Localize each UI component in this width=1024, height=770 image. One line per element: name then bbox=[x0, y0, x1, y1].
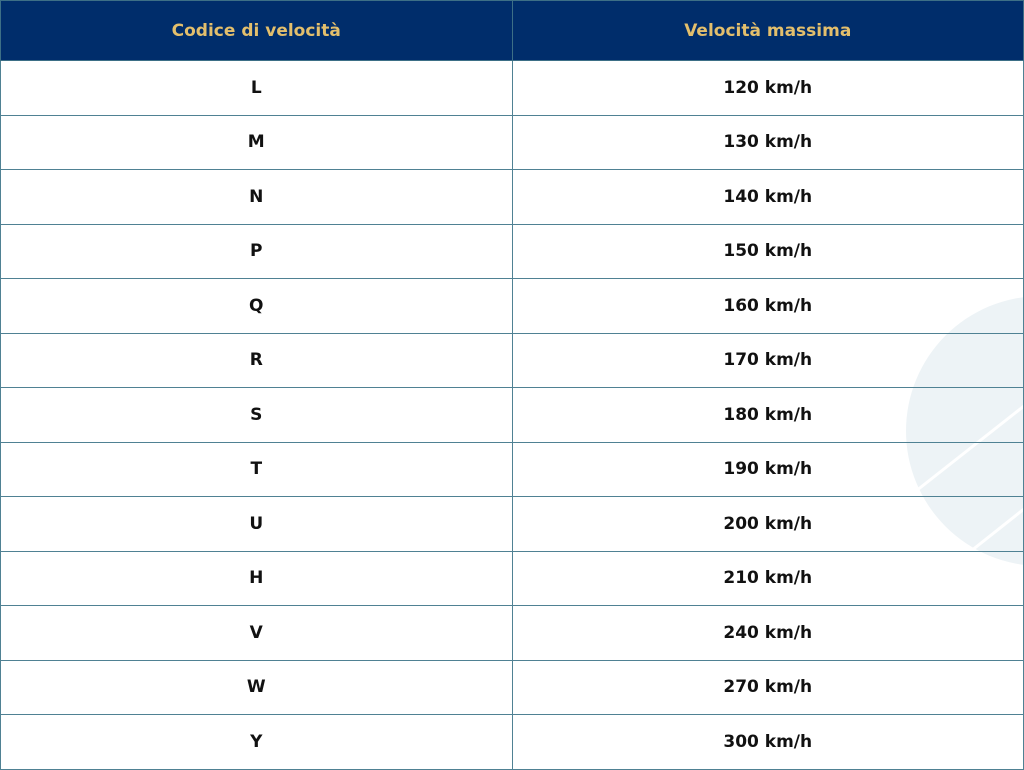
table-body bbox=[1, 61, 1024, 770]
max-speed-cell: 130 km/h bbox=[512, 115, 1024, 170]
table-header-row bbox=[1, 1, 1024, 61]
table-row bbox=[1, 606, 1024, 661]
max-speed-cell: 240 km/h bbox=[512, 606, 1024, 661]
speed-code-cell: W bbox=[1, 660, 513, 715]
table-row bbox=[1, 442, 1024, 497]
table-row bbox=[1, 715, 1024, 770]
table-row bbox=[1, 115, 1024, 170]
speed-code-cell: T bbox=[1, 442, 513, 497]
speed-code-cell: P bbox=[1, 224, 513, 279]
speed-code-cell: M bbox=[1, 115, 513, 170]
table-row bbox=[1, 660, 1024, 715]
table-row bbox=[1, 279, 1024, 334]
header-max-speed: Velocità massima bbox=[512, 1, 1024, 61]
speed-code-cell: H bbox=[1, 551, 513, 606]
speed-code-cell: R bbox=[1, 333, 513, 388]
table-row bbox=[1, 333, 1024, 388]
max-speed-cell: 200 km/h bbox=[512, 497, 1024, 552]
table-row bbox=[1, 497, 1024, 552]
max-speed-cell: 190 km/h bbox=[512, 442, 1024, 497]
table-row bbox=[1, 224, 1024, 279]
speed-code-cell: Q bbox=[1, 279, 513, 334]
max-speed-cell: 160 km/h bbox=[512, 279, 1024, 334]
max-speed-cell: 120 km/h bbox=[512, 61, 1024, 116]
speed-code-cell: V bbox=[1, 606, 513, 661]
speed-code-cell: S bbox=[1, 388, 513, 443]
max-speed-cell: 270 km/h bbox=[512, 660, 1024, 715]
table-row bbox=[1, 551, 1024, 606]
speed-code-cell: Y bbox=[1, 715, 513, 770]
max-speed-cell: 300 km/h bbox=[512, 715, 1024, 770]
table-row bbox=[1, 170, 1024, 225]
max-speed-cell: 180 km/h bbox=[512, 388, 1024, 443]
table-row bbox=[1, 61, 1024, 116]
max-speed-cell: 150 km/h bbox=[512, 224, 1024, 279]
speed-code-cell: N bbox=[1, 170, 513, 225]
speed-code-cell: L bbox=[1, 61, 513, 116]
max-speed-cell: 170 km/h bbox=[512, 333, 1024, 388]
speed-code-cell: U bbox=[1, 497, 513, 552]
max-speed-cell: 210 km/h bbox=[512, 551, 1024, 606]
table-row bbox=[1, 388, 1024, 443]
header-speed-code: Codice di velocità bbox=[1, 1, 513, 61]
max-speed-cell: 140 km/h bbox=[512, 170, 1024, 225]
